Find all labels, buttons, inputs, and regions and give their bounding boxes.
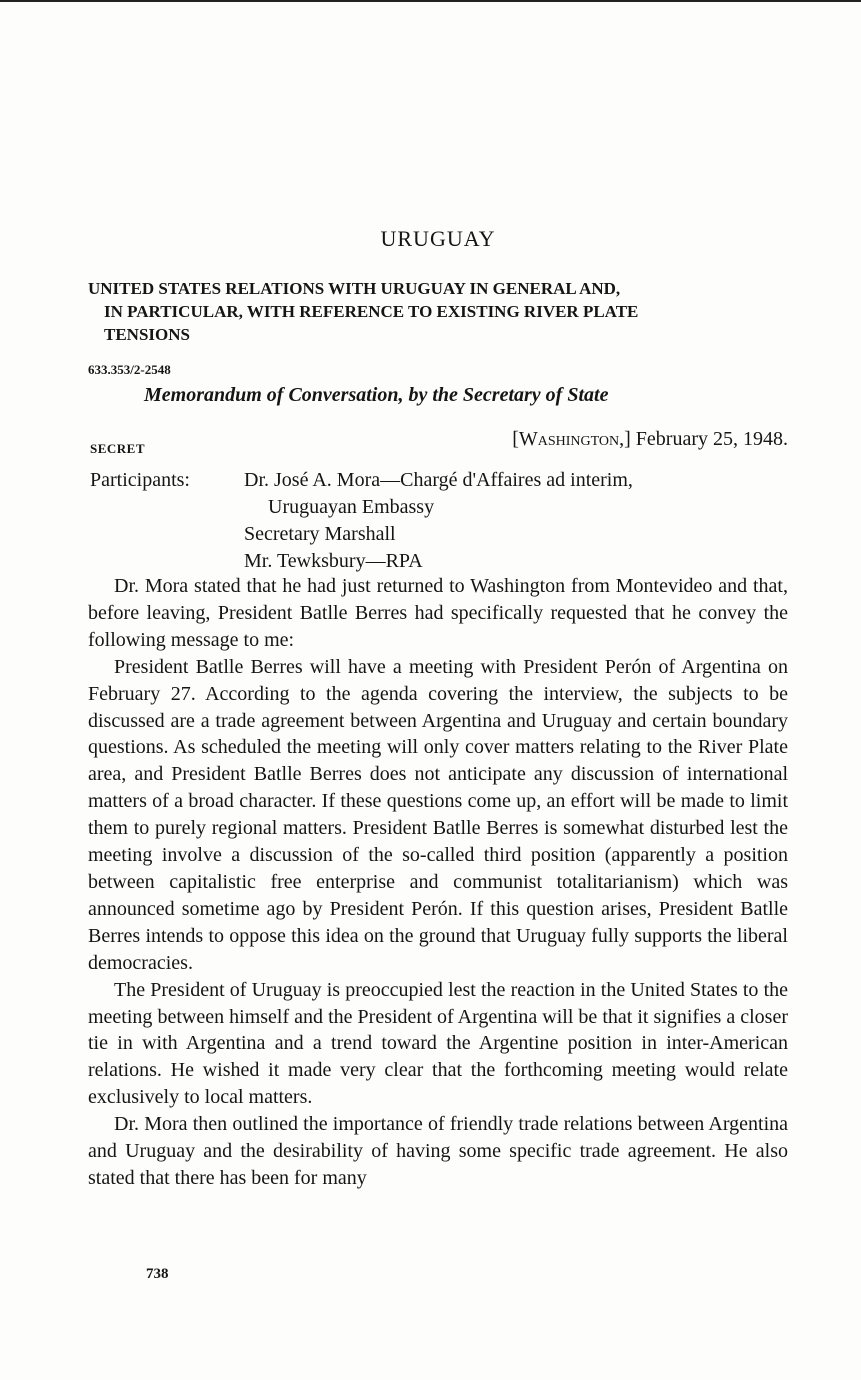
participant-line: Secretary Marshall <box>244 523 396 545</box>
file-number: 633.353/2-2548 <box>88 362 171 377</box>
participant-line: Dr. José A. Mora—Chargé d'Affaires ad interim, <box>244 469 633 491</box>
dateline-place: [Washington,] <box>512 428 631 450</box>
body-paragraph: The President of Uruguay is preoccupied lest the reaction in the United States to the meeting between himself and the President of Argentina will be that it signifies a closer tie in with Argentina and a trend toward the Argentine position in inter-American relations. He wished it made very clear that the forthcoming meeting would relate exclusively to local matters. <box>88 978 788 1109</box>
section-heading <box>88 277 788 346</box>
memo-body <box>88 573 788 1192</box>
participants-label: Participants: <box>90 469 190 491</box>
dateline-date: February 25, 1948. <box>635 428 788 450</box>
page-number: 738 <box>146 1266 169 1282</box>
participant-line: Uruguayan Embassy <box>268 496 435 518</box>
participant-line: Mr. Tewksbury—RPA <box>244 550 423 572</box>
body-paragraph: President Batlle Berres will have a meeting with President Perón of Argentina on February 27. According to the agenda covering the interview, the subjects to be discussed are a trade agreement between Argentina and Uruguay and certain boundary questions. As scheduled the meeting will only cover matters relating to the River Plate area, and President Batlle Berres does not anticipate any discussion of international matters of a broad character. If these questions come up, an effort will be made to limit them to purely regional matters. President Batlle Berres is somewhat disturbed lest the meeting involve a discussion of the so-called third position (apparently a position between capitalistic free enterprise and communist totalitarianism) which was announced sometime ago by President Perón. If this question arises, President Batlle Berres intends to oppose this idea on the ground that Uruguay fully supports the liberal democracies. <box>88 655 788 974</box>
body-paragraph: Dr. Mora then outlined the importance of friendly trade relations between Argentina and Uruguay and the desirability of having some specific trade agreement. He also stated that there has been for many <box>88 1113 788 1189</box>
page-top-edge <box>0 0 861 2</box>
memo-title: Memorandum of Conversation, by the Secretary of State <box>144 384 609 406</box>
section-heading-line-3: TENSIONS <box>104 325 190 344</box>
section-heading-line-2: IN PARTICULAR, WITH REFERENCE TO EXISTING RIVER PLATE <box>104 302 639 321</box>
participants-list <box>244 467 804 575</box>
country-heading: URUGUAY <box>380 226 496 251</box>
classification-label: SECRET <box>90 441 146 456</box>
section-heading-line-1: UNITED STATES RELATIONS WITH URUGUAY IN GENERAL AND, <box>88 279 621 298</box>
dateline <box>512 428 788 451</box>
body-paragraph: Dr. Mora stated that he had just returned to Washington from Montevideo and that, before leaving, President Batlle Berres had specifically requested that he convey the following message to me: <box>88 575 788 651</box>
